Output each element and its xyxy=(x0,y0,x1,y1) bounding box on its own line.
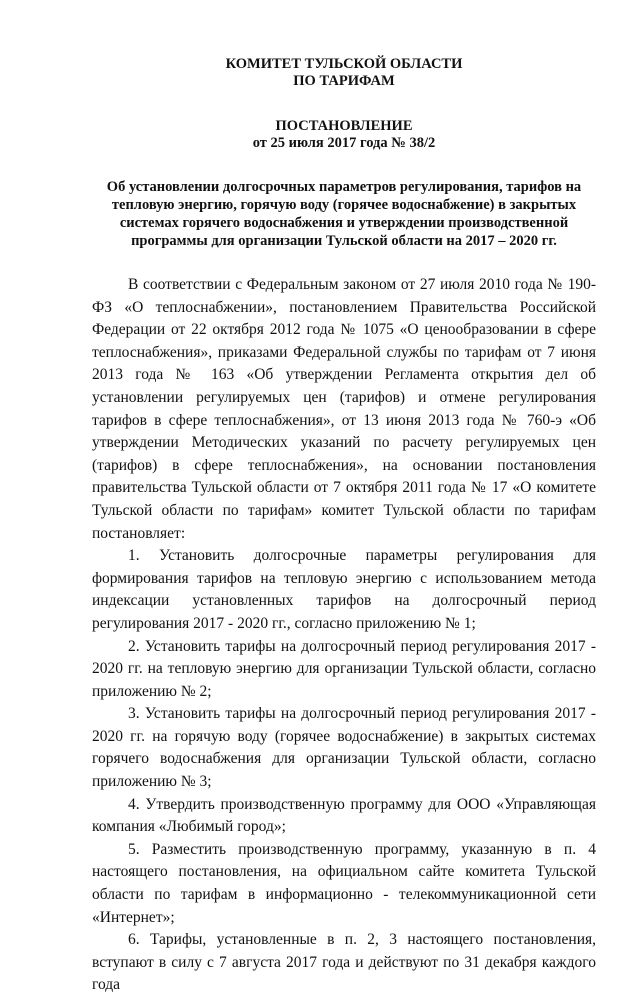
decree-date-number: от 25 июля 2017 года № 38/2 xyxy=(252,135,436,151)
org-name-line2: ПО ТАРИФАМ xyxy=(293,73,395,89)
item-4-paragraph: 4. Утвердить производственную программу для ООО «Управляющая компания «Любимый город»; xyxy=(92,795,596,836)
decree-heading xyxy=(92,118,596,152)
decree-type: ПОСТАНОВЛЕНИЕ xyxy=(275,118,413,134)
preamble-paragraph: В соответствии с Федеральным законом от 27 июля 2010 года № 190-ФЗ «О теплоснабжении», постановлением Правительства Российской Федерации от 22 октября 2012 года № 1075 «О ценообразовании в сфере теплоснабжения», приказами Федеральной службы по тарифам от 7 июня 2013 года № 163 «Об утверждении Регламента открытия дел об установлении регулируемых цен (тарифов) и отмене регулирования тарифов в сфере теплоснабжения», от 13 июня 2013 года № 760-э «Об утверждении Методических указаний по расчету регулируемых цен (тарифов) в сфере теплоснабжения», на основании постановления правительства Тульской области от 7 октября 2011 года № 17 «О комитете Тульской области по тарифам» комитет Тульской области по тарифам постановляет: xyxy=(92,276,596,542)
item-5-paragraph: 5. Разместить производственную программу, указанную в п. 4 настоящего постановления, на официальном сайте комитета Тульской области по тарифам в информационно - телекоммуникационной сети «Интернет»; xyxy=(92,840,596,926)
decree-title-line4: программы для организации Тульской области на 2017 – 2020 гг. xyxy=(131,233,557,249)
org-name-line1: КОМИТЕТ ТУЛЬСКОЙ ОБЛАСТИ xyxy=(225,56,463,72)
decree-title-line3: системах горячего водоснабжения и утверждении производственной xyxy=(119,215,569,231)
decree-title-line1: Об установлении долгосрочных параметров регулирования, тарифов на xyxy=(106,179,582,195)
item-2-paragraph: 2. Установить тарифы на долгосрочный период регулирования 2017 - 2020 гг. на тепловую энергию для организации Тульской области, согласно приложению № 2; xyxy=(92,637,596,700)
item-3-paragraph: 3. Установить тарифы на долгосрочный период регулирования 2017 - 2020 гг. на горячую воду (горячее водоснабжение) в закрытых системах горячего водоснабжения для организации Тульской области, согласно приложению № 3; xyxy=(92,705,596,791)
decree-title-line2: тепловую энергию, горячую воду (горячее водоснабжение) в закрытых xyxy=(111,197,577,213)
item-1-paragraph: 1. Установить долгосрочные параметры регулирования для формирования тарифов на тепловую энергию с использованием метода индексации установленных тарифов на долгосрочный период регулирования 2017 - 2020 гг., согласно приложению № 1; xyxy=(92,547,596,632)
decree-title xyxy=(92,178,596,250)
document-body xyxy=(92,274,596,997)
item-6-paragraph: 6. Тарифы, установленные в п. 2, 3 настоящего постановления, вступают в силу с 7 августа 2017 года и действуют по 31 декабря каждого года xyxy=(92,931,596,994)
document-header xyxy=(92,56,596,90)
